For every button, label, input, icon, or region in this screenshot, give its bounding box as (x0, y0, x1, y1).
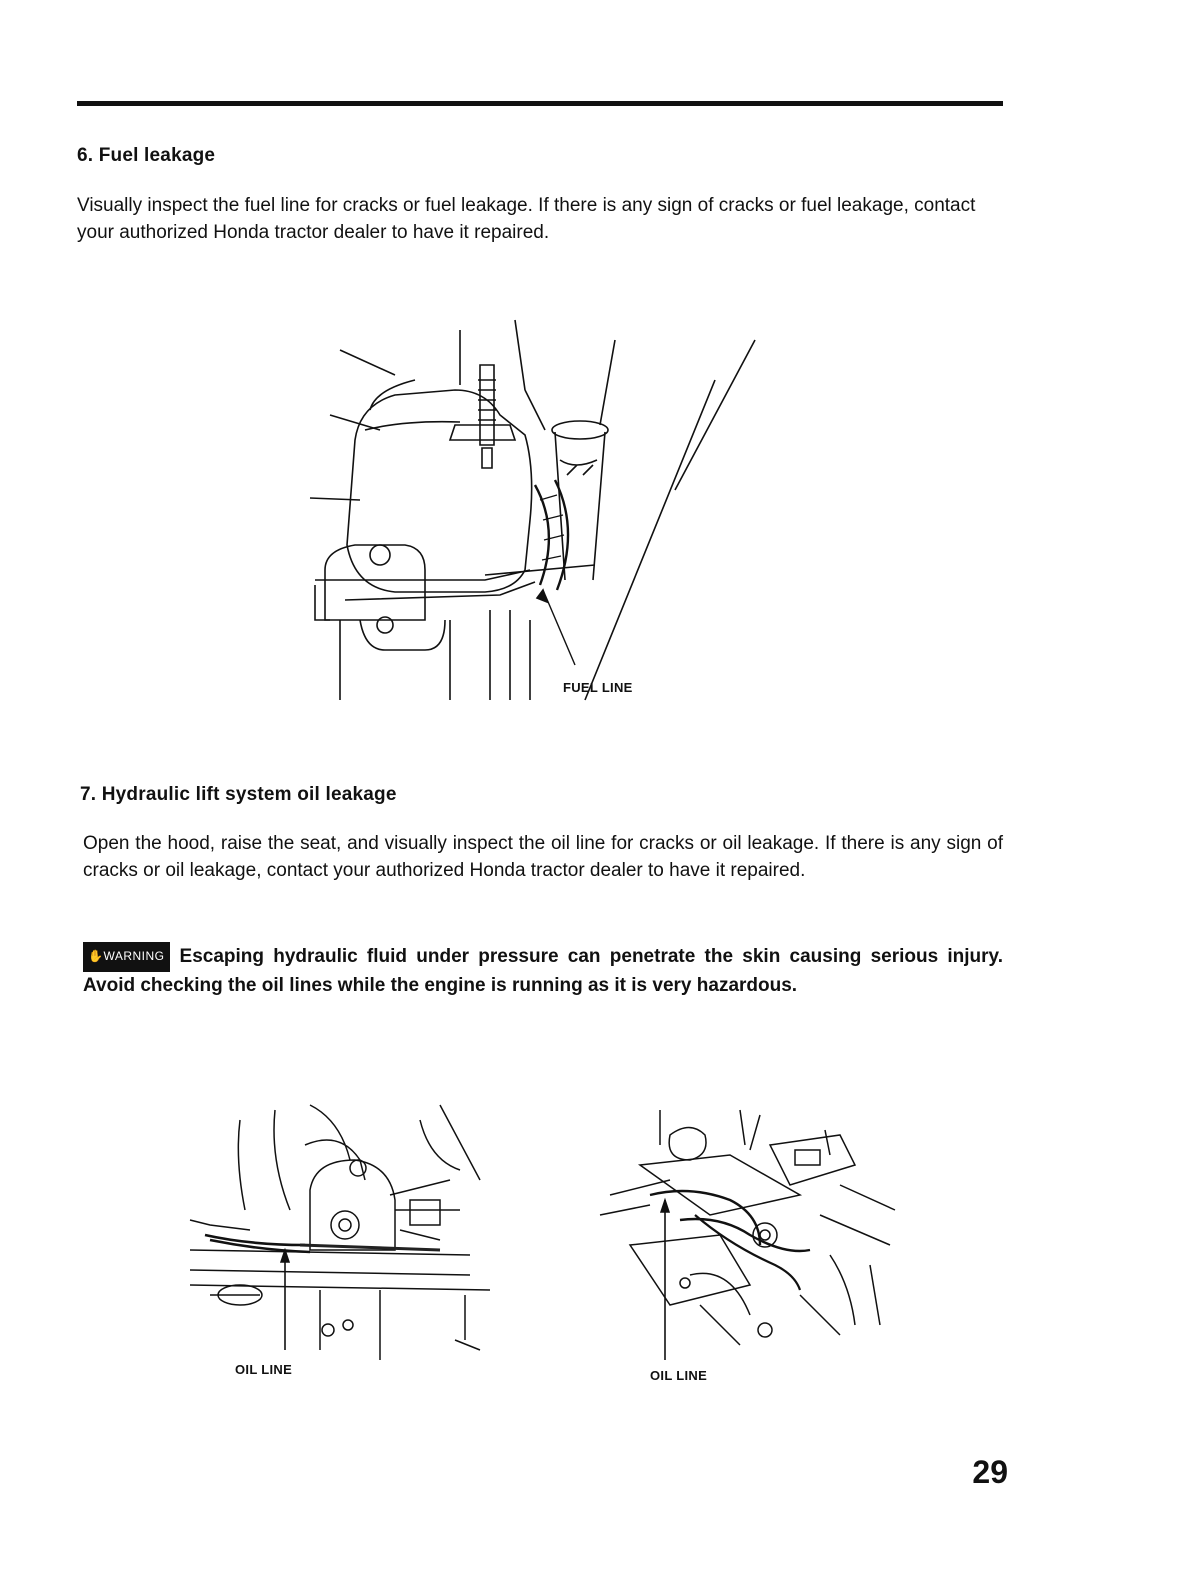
oil-line-illustration-right (600, 1105, 900, 1355)
oil-line-caption-left: OIL LINE (235, 1362, 293, 1377)
top-rule (77, 101, 1003, 106)
section-6-heading: 6. Fuel leakage (77, 145, 216, 166)
warning-badge (83, 942, 170, 972)
warning-label: WARNING (103, 949, 165, 963)
warning-text: Escaping hydraulic fluid under pressure can penetrate the skin causing serious injury. Avoid checking the oil lines while the engine is running as it is very hazardous. (83, 946, 1003, 996)
warning-block (83, 942, 1003, 999)
oil-line-caption-right: OIL LINE (650, 1368, 708, 1383)
page-number: 29 (972, 1454, 1008, 1490)
section-7-body: Open the hood, raise the seat, and visually inspect the oil line for cracks or oil leakage. If there is any sign of cracks or oil leakage, contact your authorized Honda tractor dealer to have it repaired. (83, 833, 1003, 881)
oil-line-illustration-left (190, 1100, 490, 1360)
fuel-line-caption: FUEL LINE (563, 680, 633, 695)
section-6-body: Visually inspect the fuel line for cracks or fuel leakage. If there is any sign of cracks or fuel leakage, contact your authorized Honda tractor dealer to have it repaired. (77, 195, 976, 243)
warning-hand-icon: ✋ (88, 949, 104, 963)
section-7-heading: 7. Hydraulic lift system oil leakage (80, 784, 397, 805)
fuel-line-illustration (285, 320, 755, 700)
